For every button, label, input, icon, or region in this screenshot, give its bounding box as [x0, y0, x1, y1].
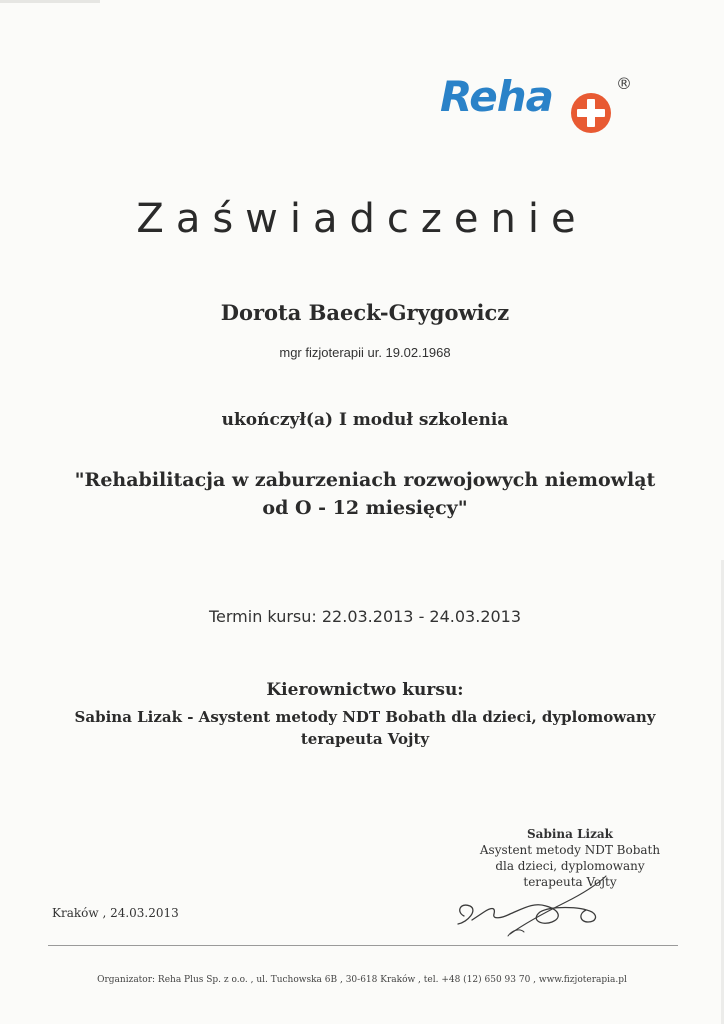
completion-text: ukończył(a) I moduł szkolenia [221, 410, 509, 430]
signatory-title-line2: dla dzieci, dyplomowany [495, 859, 645, 873]
management-line1: Sabina Lizak - Asystent metody NDT Bobath dla dzieci, dyplomowany [74, 708, 656, 726]
management-text [70, 706, 660, 750]
recipient-name: Dorota Baeck-Grygowicz [220, 300, 510, 325]
course-dates: Termin kursu: 22.03.2013 - 24.03.2013 [208, 607, 522, 626]
footer-organizer: Organizator: Reha Plus Sp. z o.o. , ul. Tuchowska 6B , 30-618 Kraków , tel. +48 (12) 650 93 70 , www.fizjoterapia.pl [97, 975, 627, 985]
signatory-title-line1: Asystent metody NDT Bobath [479, 843, 661, 857]
signatory-name: Sabina Lizak [527, 827, 613, 841]
logo-text: Reha [440, 72, 553, 121]
plus-circle-icon [570, 92, 612, 134]
course-title [60, 466, 670, 522]
registered-mark: ® [616, 74, 632, 93]
place-and-date: Kraków , 24.03.2013 [52, 906, 179, 920]
signatory-title-line3: terapeuta Vojty [523, 875, 617, 889]
document-title: Zaświadczenie [136, 196, 588, 242]
recipient-details: mgr fizjoterapii ur. 19.02.1968 [279, 345, 451, 360]
reha-logo [440, 70, 640, 136]
course-title-line2: od O - 12 miesięcy" [262, 497, 468, 519]
handwritten-signature [450, 872, 610, 942]
course-title-line1: "Rehabilitacja w zaburzeniach rozwojowych niemowląt [74, 469, 656, 491]
footer-divider [48, 945, 678, 946]
management-line2: terapeuta Vojty [300, 730, 430, 748]
management-heading: Kierownictwo kursu: [266, 680, 464, 700]
scan-edge-top [0, 0, 100, 3]
